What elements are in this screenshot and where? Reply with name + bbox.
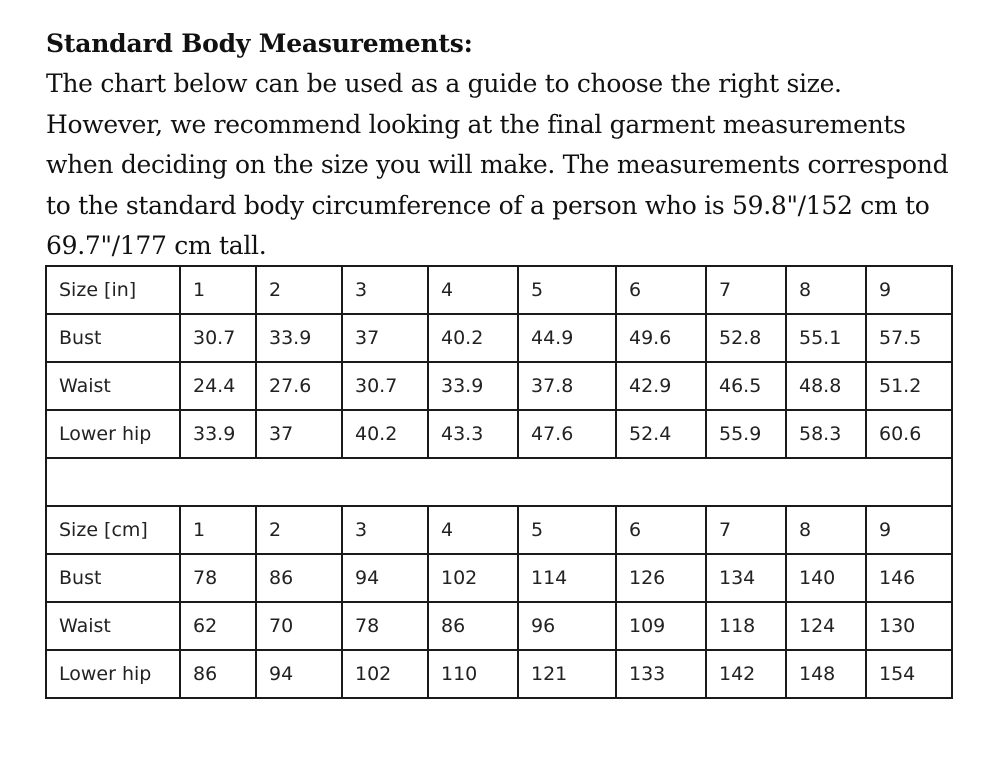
table-cell: 102 — [428, 554, 518, 602]
header-cell: 1 — [180, 266, 256, 314]
table-cell: 27.6 — [256, 362, 342, 410]
table-row — [46, 554, 952, 602]
table-header-row-inches — [46, 266, 952, 314]
table-cell: 142 — [706, 650, 786, 698]
header-cell: 7 — [706, 266, 786, 314]
header-cell: 6 — [616, 506, 706, 554]
table-cell: 126 — [616, 554, 706, 602]
table-cell: 55.9 — [706, 410, 786, 458]
table-cell: 70 — [256, 602, 342, 650]
row-label: Waist — [46, 602, 180, 650]
table-cell: 110 — [428, 650, 518, 698]
table-row — [46, 314, 952, 362]
table-cell: 154 — [866, 650, 952, 698]
table-cell: 46.5 — [706, 362, 786, 410]
header-cell: 9 — [866, 506, 952, 554]
measurement-table — [45, 265, 953, 699]
table-cell: 124 — [786, 602, 866, 650]
spacer-cell — [46, 458, 952, 506]
table-cell: 146 — [866, 554, 952, 602]
table-row — [46, 362, 952, 410]
table-cell: 78 — [342, 602, 428, 650]
row-label: Waist — [46, 362, 180, 410]
header-cell: 4 — [428, 266, 518, 314]
header-cell: 2 — [256, 266, 342, 314]
table-cell: 48.8 — [786, 362, 866, 410]
table-cell: 49.6 — [616, 314, 706, 362]
table-row — [46, 602, 952, 650]
table-cell: 86 — [256, 554, 342, 602]
table-cell: 33.9 — [256, 314, 342, 362]
table-cell: 121 — [518, 650, 616, 698]
header-cell: 4 — [428, 506, 518, 554]
table-cell: 33.9 — [180, 410, 256, 458]
table-cell: 44.9 — [518, 314, 616, 362]
table-cell: 118 — [706, 602, 786, 650]
row-label: Lower hip — [46, 650, 180, 698]
table-cell: 55.1 — [786, 314, 866, 362]
table-cell: 86 — [428, 602, 518, 650]
table-cell: 47.6 — [518, 410, 616, 458]
table-cell: 30.7 — [180, 314, 256, 362]
header-cell: Size [in] — [46, 266, 180, 314]
table-cell: 86 — [180, 650, 256, 698]
table-cell: 40.2 — [428, 314, 518, 362]
table-cell: 52.8 — [706, 314, 786, 362]
table-cell: 52.4 — [616, 410, 706, 458]
table-cell: 24.4 — [180, 362, 256, 410]
table-cell: 40.2 — [342, 410, 428, 458]
header-cell: 9 — [866, 266, 952, 314]
table-row — [46, 410, 952, 458]
table-cell: 133 — [616, 650, 706, 698]
table-cell: 114 — [518, 554, 616, 602]
page-title: Standard Body Measurements: — [46, 29, 473, 58]
table-cell: 57.5 — [866, 314, 952, 362]
table-cell: 102 — [342, 650, 428, 698]
table-cell: 94 — [256, 650, 342, 698]
table-cell: 43.3 — [428, 410, 518, 458]
header-cell: 1 — [180, 506, 256, 554]
table-cell: 60.6 — [866, 410, 952, 458]
header-cell: 8 — [786, 506, 866, 554]
header-cell: Size [cm] — [46, 506, 180, 554]
header-cell: 6 — [616, 266, 706, 314]
table-cell: 148 — [786, 650, 866, 698]
table-cell: 78 — [180, 554, 256, 602]
header-cell: 3 — [342, 266, 428, 314]
table-cell: 96 — [518, 602, 616, 650]
table-cell: 94 — [342, 554, 428, 602]
row-label: Lower hip — [46, 410, 180, 458]
table-cell: 30.7 — [342, 362, 428, 410]
table-spacer-row — [46, 458, 952, 506]
table-cell: 130 — [866, 602, 952, 650]
header-cell: 8 — [786, 266, 866, 314]
header-cell: 5 — [518, 266, 616, 314]
table-cell: 109 — [616, 602, 706, 650]
document-body — [46, 24, 966, 267]
intro-paragraph: The chart below can be used as a guide to choose the right size. However, we recommend looking at the final garment measurements when deciding on the size you will make. The measurements correspond to the standard body circumference of a person who is 59.8"/152 cm to 69.7"/177 cm tall. — [46, 69, 949, 260]
table-cell: 37.8 — [518, 362, 616, 410]
table-cell: 33.9 — [428, 362, 518, 410]
table-cell: 37 — [256, 410, 342, 458]
table-cell: 51.2 — [866, 362, 952, 410]
header-cell: 2 — [256, 506, 342, 554]
row-label: Bust — [46, 554, 180, 602]
table-cell: 134 — [706, 554, 786, 602]
table-row — [46, 650, 952, 698]
measurement-table-container — [45, 265, 951, 699]
header-cell: 3 — [342, 506, 428, 554]
table-cell: 58.3 — [786, 410, 866, 458]
table-cell: 42.9 — [616, 362, 706, 410]
header-cell: 7 — [706, 506, 786, 554]
header-cell: 5 — [518, 506, 616, 554]
table-cell: 62 — [180, 602, 256, 650]
table-cell: 140 — [786, 554, 866, 602]
row-label: Bust — [46, 314, 180, 362]
table-header-row-cm — [46, 506, 952, 554]
table-cell: 37 — [342, 314, 428, 362]
